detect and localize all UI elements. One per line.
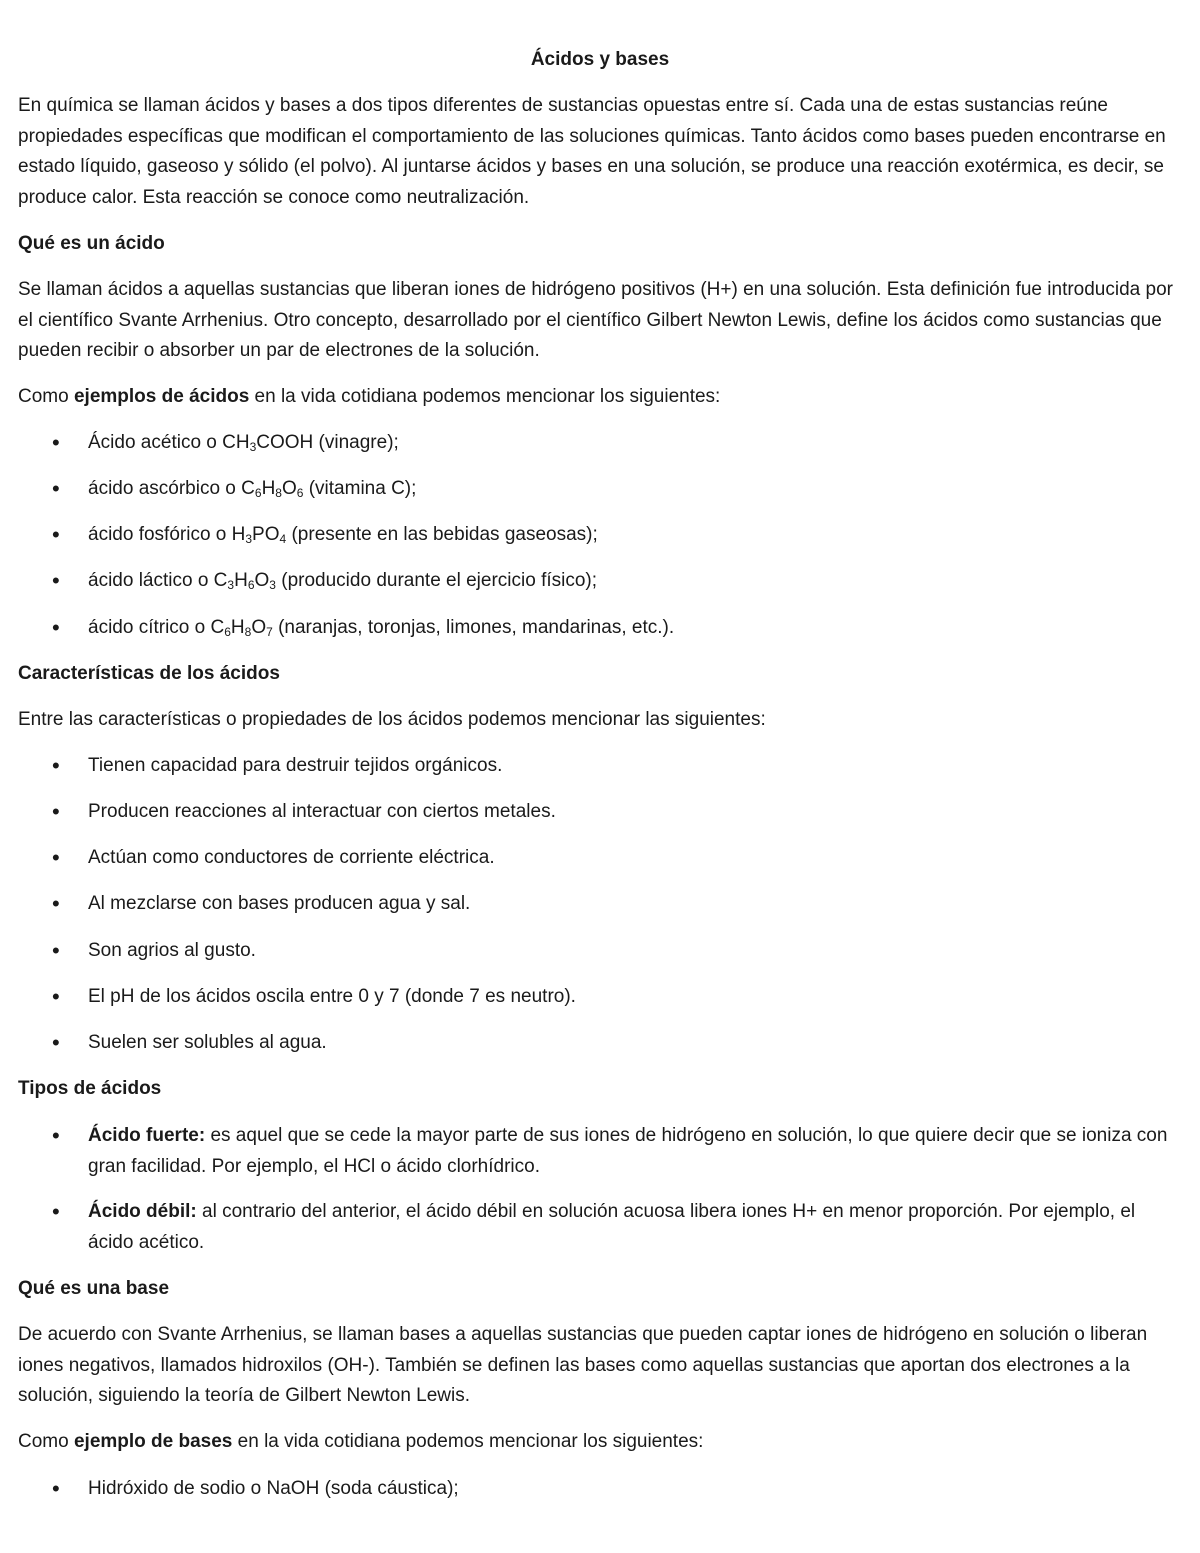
acid-heading: Qué es un ácido xyxy=(18,233,165,254)
intro-paragraph: En química se llaman ácidos y bases a dos tipos diferentes de sustancias opuestas entre sí. Cada una de estas sustancias reúne propiedades específicas que modifican el comportamiento de las soluciones químicas. Tanto ácidos como bases pueden encontrarse en estado líquido, gaseoso y sólido (el polvo). Al juntarse ácidos y bases en una solución, se produce una reacción exotérmica, es decir, se produce calor. Esta reacción se conoce como neutralización. xyxy=(18,95,1166,208)
document-title: Ácidos y bases xyxy=(530,49,670,70)
acid-examples-intro xyxy=(18,382,1184,413)
examples-prefix: Como xyxy=(18,386,74,407)
characteristics-intro: Entre las características o propiedades de los ácidos podemos mencionar las siguientes: xyxy=(18,709,766,730)
acid-type-label: Ácido fuerte: xyxy=(88,1125,206,1146)
list-item: • Ácido débil: al contrario del anterior, el ácido débil en solución acuosa libera iones H+ en menor proporción. Por ejemplo, el ácido acético. xyxy=(88,1197,1182,1258)
list-item: • ácido láctico o $C_3H_6O_3$ (producido durante el ejercicio físico); xyxy=(88,566,1182,597)
list-item: • Al mezclarse con bases producen agua y sal. xyxy=(88,889,1182,920)
list-item: • Tienen capacidad para destruir tejidos orgánicos. xyxy=(88,751,1182,782)
examples-prefix: Como xyxy=(18,1431,74,1452)
list-item: • Ácido fuerte: es aquel que se cede la mayor parte de sus iones de hidrógeno en solución, lo que quiere decir que se ioniza con gran facilidad. Por ejemplo, el HCl o ácido clorhídrico. xyxy=(88,1121,1182,1182)
list-item: • Suelen ser solubles al agua. xyxy=(88,1028,1182,1059)
list-item: • Actúan como conductores de corriente eléctrica. xyxy=(88,843,1182,874)
examples-suffix: en la vida cotidiana podemos mencionar los siguientes: xyxy=(232,1431,704,1452)
examples-bold: ejemplos de ácidos xyxy=(73,386,250,407)
base-heading: Qué es una base xyxy=(18,1278,170,1299)
list-item: • ácido cítrico o $C_6H_8O_7$ (naranjas, toronjas, limones, mandarinas, etc.). xyxy=(88,613,1182,644)
acid-definition: Se llaman ácidos a aquellas sustancias que liberan iones de hidrógeno positivos (H+) en una solución. Esta definición fue introducida por el científico Svante Arrhenius. Otro concepto, desarrollado por el científico Gilbert Newton Lewis, define los ácidos como sustancias que pueden recibir o absorber un par de electrones de la solución. xyxy=(18,279,1173,361)
list-item: • Producen reacciones al interactuar con ciertos metales. xyxy=(88,797,1182,828)
examples-suffix: en la vida cotidiana podemos mencionar los siguientes: xyxy=(249,386,721,407)
list-item: • ácido ascórbico o $C_6H_8O_6$ (vitamina C); xyxy=(88,474,1182,505)
list-item: • Son agrios al gusto. xyxy=(88,936,1182,967)
list-item: • Hidróxido de sodio o NaOH (soda cáustica); xyxy=(88,1474,1182,1505)
characteristics-heading: Características de los ácidos xyxy=(18,663,280,684)
acid-types-heading: Tipos de ácidos xyxy=(18,1078,162,1099)
acid-type-label: Ácido débil: xyxy=(88,1201,197,1222)
examples-bold: ejemplo de bases xyxy=(73,1431,233,1452)
base-examples-intro xyxy=(18,1427,1184,1458)
list-item: • El pH de los ácidos oscila entre 0 y 7 (donde 7 es neutro). xyxy=(88,982,1182,1013)
list-item: • ácido fosfórico o $H_3PO_4$ (presente en las bebidas gaseosas); xyxy=(88,520,1182,551)
list-item: • Ácido acético o $CH_3COOH$ (vinagre); xyxy=(88,428,1182,459)
base-definition: De acuerdo con Svante Arrhenius, se llaman bases a aquellas sustancias que pueden captar iones de hidrógeno en solución o liberan iones negativos, llamados hidroxilos (OH-). También se definen las bases como aquellas sustancias que aportan dos electrones a la solución, siguiendo la teoría de Gilbert Newton Lewis. xyxy=(18,1324,1148,1406)
